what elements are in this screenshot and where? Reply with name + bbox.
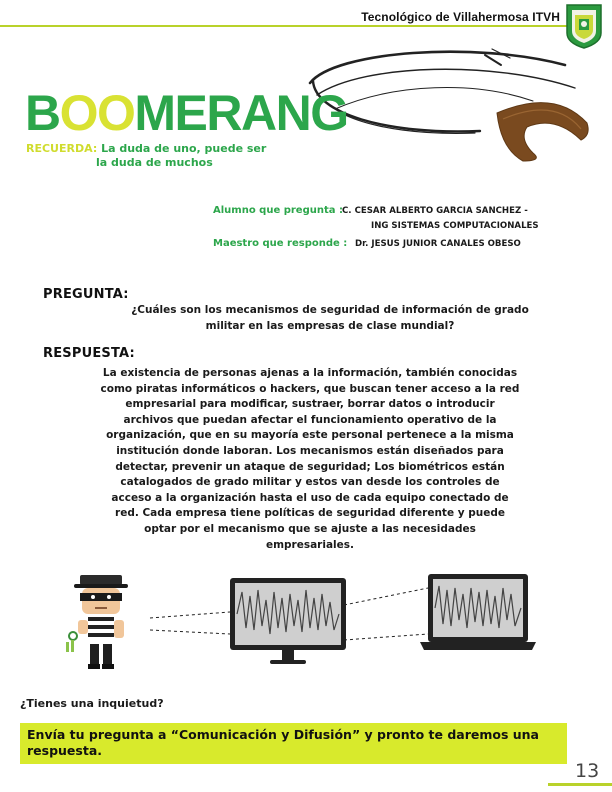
title-highlight: OO bbox=[59, 85, 135, 141]
footer-rule bbox=[548, 783, 612, 786]
institution-name: Tecnológico de Villahermosa ITVH bbox=[361, 10, 560, 24]
student-name: C. CESAR ALBERTO GARCIA SANCHEZ - bbox=[342, 206, 528, 216]
boomerang-illustration bbox=[305, 43, 605, 178]
question-text: ¿Cuáles son los mecanismos de seguridad de información de grado militar en las empresas de clase mundial? bbox=[131, 304, 529, 332]
recall-line-1: La duda de uno, puede ser bbox=[97, 142, 267, 155]
recall-tagline bbox=[26, 142, 316, 170]
title-suffix: MERANG bbox=[134, 85, 348, 141]
thief-icon bbox=[74, 575, 128, 669]
cta-text: Envía tu pregunta a “Comunicación y Difusión” y pronto te daremos una respuesta. bbox=[27, 727, 539, 758]
header-rule bbox=[0, 25, 568, 27]
inquiry-prompt: ¿Tienes una inquietud? bbox=[20, 697, 164, 710]
title-prefix: B bbox=[25, 85, 60, 141]
student-program: ING SISTEMAS COMPUTACIONALES bbox=[371, 221, 539, 231]
student-label: Alumno que pregunta : bbox=[213, 205, 343, 216]
answer-text: La existencia de personas ajenas a la información, también conocidas como piratas informáticos o hackers, que buscan tener acceso a la red empresarial para modificar, sustraer, borrar datos o introducir archivos que puedan afectar el funcionamiento operativo de la organización, que en su mayoría este personal pertenece a la misma institución donde laboran. Los mecanismos están diseñados para detectar, prevenir un ataque de seguridad; Los biométricos están catalogados de grado militar y estos van desde los controles de acceso a la organización hasta el uso de cada equipo conectado de red. Cada empresa tiene políticas de seguridad diferente y puede optar por el mecanismo que se ajuste a las necesidades empresariales. bbox=[100, 367, 520, 551]
keys-icon bbox=[66, 632, 77, 652]
recall-line-2: la duda de muchos bbox=[96, 156, 213, 169]
answer-heading: RESPUESTA: bbox=[43, 346, 135, 361]
magazine-title bbox=[25, 85, 348, 141]
security-illustration bbox=[58, 570, 538, 670]
teacher-label: Maestro que responde : bbox=[213, 238, 348, 249]
teacher-name: Dr. JESUS JUNIOR CANALES OBESO bbox=[355, 239, 521, 249]
laptop-icon bbox=[420, 574, 536, 650]
boomerang-icon bbox=[497, 103, 588, 161]
question-heading: PREGUNTA: bbox=[43, 287, 129, 302]
page-number: 13 bbox=[575, 760, 600, 782]
monitor-icon bbox=[230, 578, 346, 664]
recall-label: RECUERDA: bbox=[26, 142, 98, 155]
